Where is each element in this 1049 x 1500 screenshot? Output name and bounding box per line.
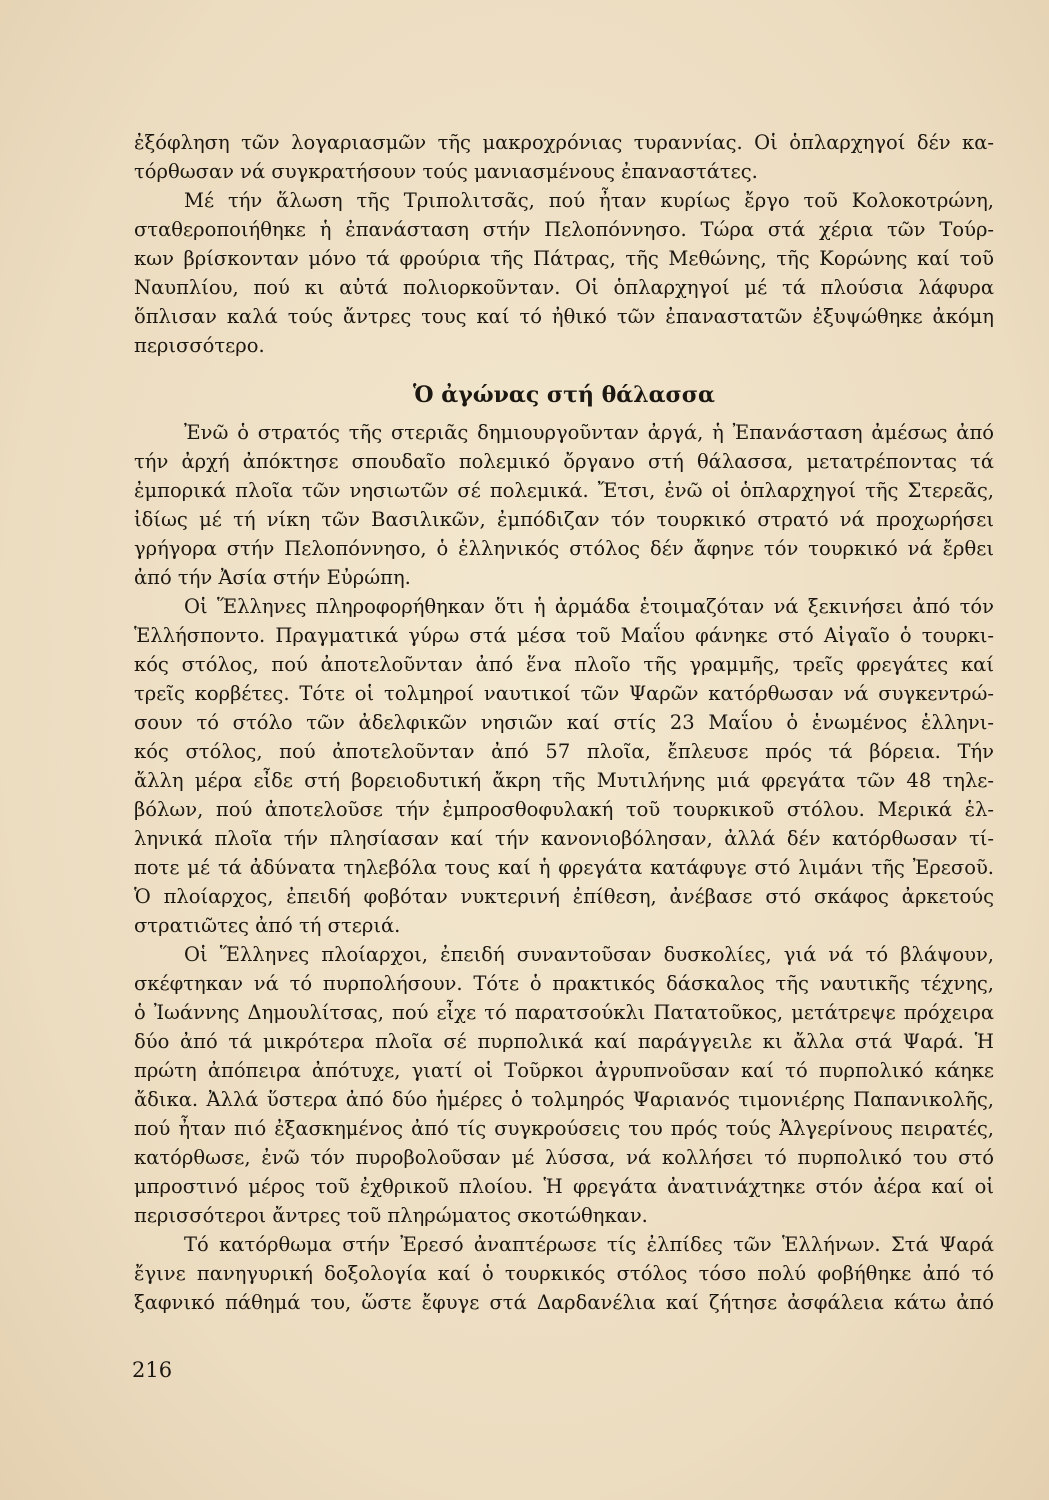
text-line: ἐξόφληση τῶν λογαριασμῶν τῆς μακροχρόνιας τυραννίας. Οἱ ὁπλαρχηγοί δέν κα-: [134, 131, 994, 154]
text-line: ληνικά πλοῖα τήν πλησίασαν καί τήν κανονιοβόλησαν, ἀλλά δέν κατόρθωσαν τί-: [134, 827, 994, 850]
text-line: σταθεροποιήθηκε ἡ ἐπανάσταση στήν Πελοπόννησο. Τώρα στά χέρια τῶν Τούρ-: [134, 218, 994, 241]
text-line: ἀπό τήν Ἀσία στήν Εὐρώπη.: [134, 566, 411, 589]
text-line: κός στόλος, πού ἀποτελοῦνταν ἀπό 57 πλοῖα, ἔπλευσε πρός τά βόρεια. Τήν: [134, 740, 994, 763]
text-line: ποτε μέ τά ἀδύνατα τηλεβόλα τους καί ἡ φρεγάτα κατάφυγε στό λιμάνι τῆς Ἐρεσοῦ.: [134, 856, 994, 879]
text-line: βόλων, πού ἀποτελοῦσε τήν ἐμπροσθοφυλακή τοῦ τουρκικοῦ στόλου. Μερικά ἑλ-: [134, 798, 994, 821]
text-line: Ἐνῶ ὁ στρατός τῆς στεριᾶς δημιουργοῦνταν ἀργά, ἡ Ἐπανάσταση ἀμέσως ἀπό: [184, 421, 994, 444]
text-line: Οἱ Ἕλληνες πλοίαρχοι, ἐπειδή συναντοῦσαν δυσκολίες, γιά νά τό βλάψουν,: [184, 943, 994, 966]
text-line: γρήγορα στήν Πελοπόννησο, ὁ ἑλληνικός στόλος δέν ἄφηνε τόν τουρκικό νά ἔρθει: [134, 537, 994, 560]
text-line: Ναυπλίου, πού κι αὐτά πολιορκοῦνταν. Οἱ ὁπλαρχηγοί μέ τά πλούσια λάφυρα: [134, 276, 994, 299]
text-line: στρατιῶτες ἀπό τή στεριά.: [134, 914, 401, 937]
text-line: κατόρθωσε, ἐνῶ τόν πυροβολοῦσαν μέ λύσσα, νά κολλήσει τό πυρπολικό του στό: [134, 1146, 994, 1169]
text-line: κός στόλος, πού ἀποτελοῦνταν ἀπό ἕνα πλοῖο τῆς γραμμῆς, τρεῖς φρεγάτες καί: [134, 653, 994, 676]
text-line: Οἱ Ἕλληνες πληροφορήθηκαν ὅτι ἡ ἀρμάδα ἑτοιμαζόταν νά ξεκινήσει ἀπό τόν: [184, 595, 994, 618]
text-line: σκέφτηκαν νά τό πυρπολήσουν. Τότε ὁ πρακτικός δάσκαλος τῆς ναυτικῆς τέχνης,: [134, 972, 994, 995]
text-line: πρώτη ἀπόπειρα ἀπότυχε, γιατί οἱ Τοῦρκοι ἀγρυπνοῦσαν καί τό πυρπολικό κάηκε: [134, 1059, 994, 1082]
text-line: Ὁ πλοίαρχος, ἐπειδή φοβόταν νυκτερινή ἐπίθεση, ἀνέβασε στό σκάφος ἀρκετούς: [134, 885, 994, 908]
text-line: δύο ἀπό τά μικρότερα πλοῖα σέ πυρπολικά καί παράγγειλε κι ἄλλα στά Ψαρά. Ἡ: [134, 1030, 994, 1053]
text-line: πού ἦταν πιό ἐξασκημένος ἀπό τίς συγκρούσεις του πρός τούς Ἀλγερίνους πειρατές,: [134, 1117, 994, 1140]
text-line: τρεῖς κορβέτες. Τότε οἱ τολμηροί ναυτικοί τῶν Ψαρῶν κατόρθωσαν νά συγκεντρώ-: [134, 682, 994, 705]
text-line: ὅπλισαν καλά τούς ἄντρες τους καί τό ἠθικό τῶν ἐπαναστατῶν ἐξυψώθηκε ἀκόμη: [134, 305, 994, 328]
text-line: Μέ τήν ἅλωση τῆς Τριπολιτσᾶς, πού ἦταν κυρίως ἔργο τοῦ Κολοκοτρώνη,: [184, 189, 994, 212]
text-line: σουν τό στόλο τῶν ἀδελφικῶν νησιῶν καί στίς 23 Μαΐου ὁ ἑνωμένος ἑλληνι-: [134, 711, 994, 734]
text-line: ἐμπορικά πλοῖα τῶν νησιωτῶν σέ πολεμικά. Ἔτσι, ἐνῶ οἱ ὁπλαρχηγοί τῆς Στερεᾶς,: [134, 479, 994, 502]
text-line: ξαφνικό πάθημά του, ὥστε ἔφυγε στά Δαρδανέλια καί ζήτησε ἀσφάλεια κάτω ἀπό: [134, 1291, 994, 1314]
text-line: ἄλλη μέρα εἶδε στή βορειοδυτική ἄκρη τῆς Μυτιλήνης μιά φρεγάτα τῶν 48 τηλε-: [134, 769, 994, 792]
text-line: ὁ Ἰωάννης Δημουλίτσας, πού εἶχε τό παρατσούκλι Πατατοῦκος, μετάτρεψε πρόχειρα: [134, 1001, 994, 1024]
section-heading: Ὁ ἀγώνας στή θάλασσα: [413, 382, 715, 408]
page-body: [134, 128, 994, 1317]
text-line: ἰδίως μέ τή νίκη τῶν Βασιλικῶν, ἐμπόδιζαν τόν τουρκικό στρατό νά προχωρήσει: [134, 508, 994, 531]
text-line: κων βρίσκονταν μόνο τά φρούρια τῆς Πάτρας, τῆς Μεθώνης, τῆς Κορώνης καί τοῦ: [134, 247, 994, 270]
text-line: περισσότερο.: [134, 334, 265, 357]
text-line: τόρθωσαν νά συγκρατήσουν τούς μανιασμένους ἐπαναστάτες.: [134, 160, 758, 183]
page-number: 216: [132, 1358, 173, 1382]
text-line: Ἑλλήσποντο. Πραγματικά γύρω στά μέσα τοῦ Μαΐου φάνηκε στό Αἰγαῖο ὁ τουρκι-: [134, 624, 994, 647]
text-line: περισσότεροι ἄντρες τοῦ πληρώματος σκοτώθηκαν.: [134, 1204, 648, 1227]
text-line: τήν ἀρχή ἀπόκτησε σπουδαῖο πολεμικό ὄργανο στή θάλασσα, μετατρέποντας τά: [134, 450, 994, 473]
text-line: ἔγινε πανηγυρική δοξολογία καί ὁ τουρκικός στόλος τόσο πολύ φοβήθηκε ἀπό τό: [134, 1262, 994, 1285]
text-line: ἄδικα. Ἀλλά ὕστερα ἀπό δύο ἡμέρες ὁ τολμηρός Ψαριανός τιμονιέρης Παπανικολῆς,: [134, 1088, 994, 1111]
text-line: Τό κατόρθωμα στήν Ἐρεσό ἀναπτέρωσε τίς ἐλπίδες τῶν Ἑλλήνων. Στά Ψαρά: [184, 1233, 994, 1256]
text-line: μπροστινό μέρος τοῦ ἐχθρικοῦ πλοίου. Ἡ φρεγάτα ἀνατινάχτηκε στόν ἀέρα καί οἱ: [134, 1175, 994, 1198]
